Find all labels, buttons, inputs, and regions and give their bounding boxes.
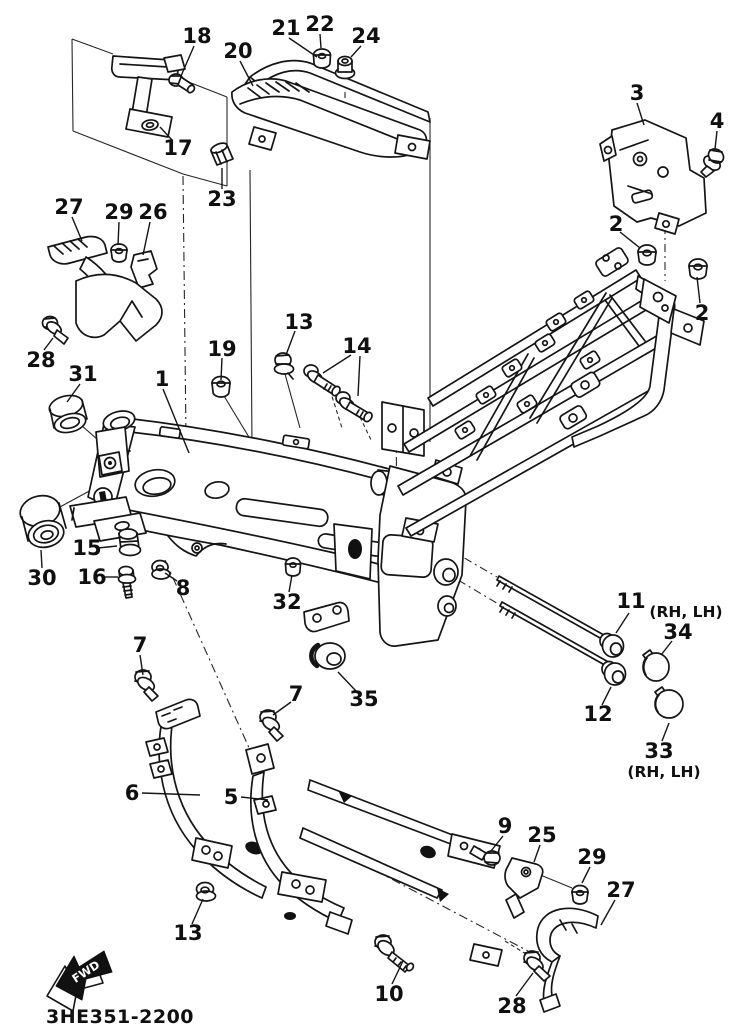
- callout-16-21: 16: [77, 565, 107, 589]
- callout-21-2: 21: [271, 16, 301, 40]
- callout-20-1: 20: [223, 39, 253, 63]
- frame-drawing: [17, 49, 726, 1012]
- callout-12-27: 12: [583, 702, 613, 726]
- callout-34-26: 34: [663, 620, 693, 644]
- callout-35-29: 35: [349, 687, 379, 711]
- callout-27-38: 27: [606, 878, 636, 902]
- side-note-0: (RH, LH): [649, 603, 723, 621]
- callout-4-8: 4: [709, 109, 725, 133]
- callout-13-34: 13: [173, 921, 203, 945]
- fwd-arrow: [47, 951, 112, 1011]
- leader-line-4-8: [715, 131, 717, 149]
- callout-5-33: 5: [223, 785, 239, 809]
- leader-line-29-37: [582, 867, 590, 883]
- leader-line-14-19: [358, 356, 360, 396]
- leader-line-6-32: [142, 793, 200, 795]
- leader-line-11-25: [616, 613, 629, 633]
- callout-13-18: 13: [284, 310, 314, 334]
- callout-3-7: 3: [629, 81, 645, 105]
- engine-bracket-17: [112, 55, 196, 137]
- callout-7-31: 7: [288, 682, 304, 706]
- callout-28-40: 28: [497, 994, 527, 1018]
- leader-line-27-38: [601, 900, 615, 925]
- part-number-label: 3HE351-2200: [46, 1006, 195, 1028]
- callout-17-5: 17: [163, 136, 193, 160]
- leader-line-26-13: [143, 222, 150, 255]
- down-tubes: [146, 699, 352, 934]
- callout-15-20: 15: [72, 536, 102, 560]
- leader-line-19-17: [221, 358, 222, 380]
- callout-33-28: 33: [644, 739, 674, 763]
- callout-28-14: 28: [26, 348, 56, 372]
- callout-24-4: 24: [351, 24, 381, 48]
- callout-8-23: 8: [175, 576, 191, 600]
- callout-23-6: 23: [207, 187, 237, 211]
- callout-7-30: 7: [132, 633, 148, 657]
- callout-31-15: 31: [68, 362, 98, 386]
- callout-25-36: 25: [527, 823, 557, 847]
- callout-27-11: 27: [54, 195, 84, 219]
- callout-32-24: 32: [272, 590, 302, 614]
- callout-10-39: 10: [374, 982, 404, 1006]
- callout-29-12: 29: [104, 200, 134, 224]
- callout-26-13: 26: [138, 200, 168, 224]
- callout-30-22: 30: [27, 566, 57, 590]
- leader-line-29-12: [118, 222, 119, 245]
- callout-2-10: 2: [694, 301, 710, 325]
- callout-11-25: 11: [616, 589, 646, 613]
- callout-1-16: 1: [154, 367, 170, 391]
- fwd-arrow-label: FWD: [69, 957, 103, 986]
- callout-18-0: 18: [182, 24, 212, 48]
- leader-line-21-2: [289, 38, 317, 57]
- callout-9-35: 9: [497, 814, 513, 838]
- callout-14-19: 14: [342, 334, 372, 358]
- callout-2-9: 2: [608, 212, 624, 236]
- side-note-1: (RH, LH): [627, 763, 701, 781]
- callout-6-32: 6: [124, 781, 140, 805]
- leader-line-22-3: [320, 34, 321, 48]
- long-bolts-and-caps: [497, 576, 683, 718]
- leader-line-2-10: [697, 277, 700, 303]
- leader-line-28-40: [516, 973, 533, 996]
- callout-22-3: 22: [305, 12, 335, 36]
- leader-line-25-36: [534, 845, 540, 862]
- leader-line-13-18: [286, 331, 295, 355]
- callout-29-37: 29: [577, 845, 607, 869]
- callout-19-17: 19: [207, 337, 237, 361]
- leader-line-27-11: [72, 217, 82, 241]
